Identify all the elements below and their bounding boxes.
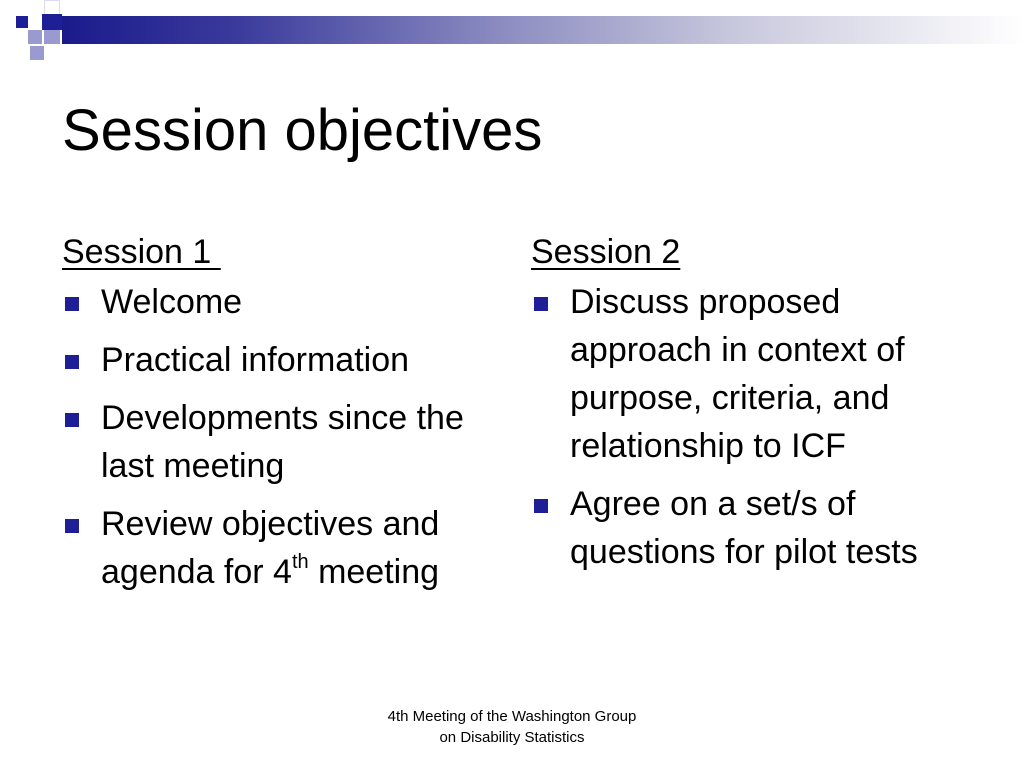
bullet-superscript: th: [291, 551, 309, 573]
bullet-text-continued: meeting: [308, 553, 440, 591]
square-bullet-icon: [65, 355, 79, 369]
session-2-bullet-list: [531, 278, 981, 576]
header-gradient-bar: [62, 16, 1024, 44]
session-1-heading: Session 1: [62, 233, 221, 271]
square-bullet-icon: [65, 413, 79, 427]
list-item: [62, 336, 502, 384]
session-1-bullet-list: [62, 278, 502, 596]
square-bullet-icon: [534, 297, 548, 311]
footer-line-2: on Disability Statistics: [439, 729, 585, 746]
list-item: [62, 500, 502, 596]
list-item: [62, 394, 502, 490]
bullet-text: Welcome: [101, 283, 243, 321]
header-decoration: [0, 0, 1024, 62]
list-item: [62, 278, 502, 326]
square-bullet-icon: [534, 499, 548, 513]
slide-footer: [340, 706, 684, 748]
bullet-text: Developments since the last meeting: [101, 399, 464, 485]
session-2-heading: Session 2: [531, 233, 681, 271]
footer-line-1: 4th Meeting of the Washington Group: [387, 708, 637, 725]
session-2-column: [531, 228, 981, 586]
bullet-text: Practical information: [101, 341, 410, 379]
bullet-text: Discuss proposed approach in context of purpose, criteria, and relationship to ICF: [570, 283, 905, 465]
page-title: Session objectives: [62, 98, 543, 163]
list-item: [531, 278, 981, 470]
bullet-text: Agree on a set/s of questions for pilot tests: [570, 485, 918, 571]
list-item: [531, 480, 981, 576]
square-bullet-icon: [65, 297, 79, 311]
session-1-column: [62, 228, 502, 606]
bullet-text: Review objectives and agenda for 4: [101, 505, 440, 591]
square-bullet-icon: [65, 519, 79, 533]
